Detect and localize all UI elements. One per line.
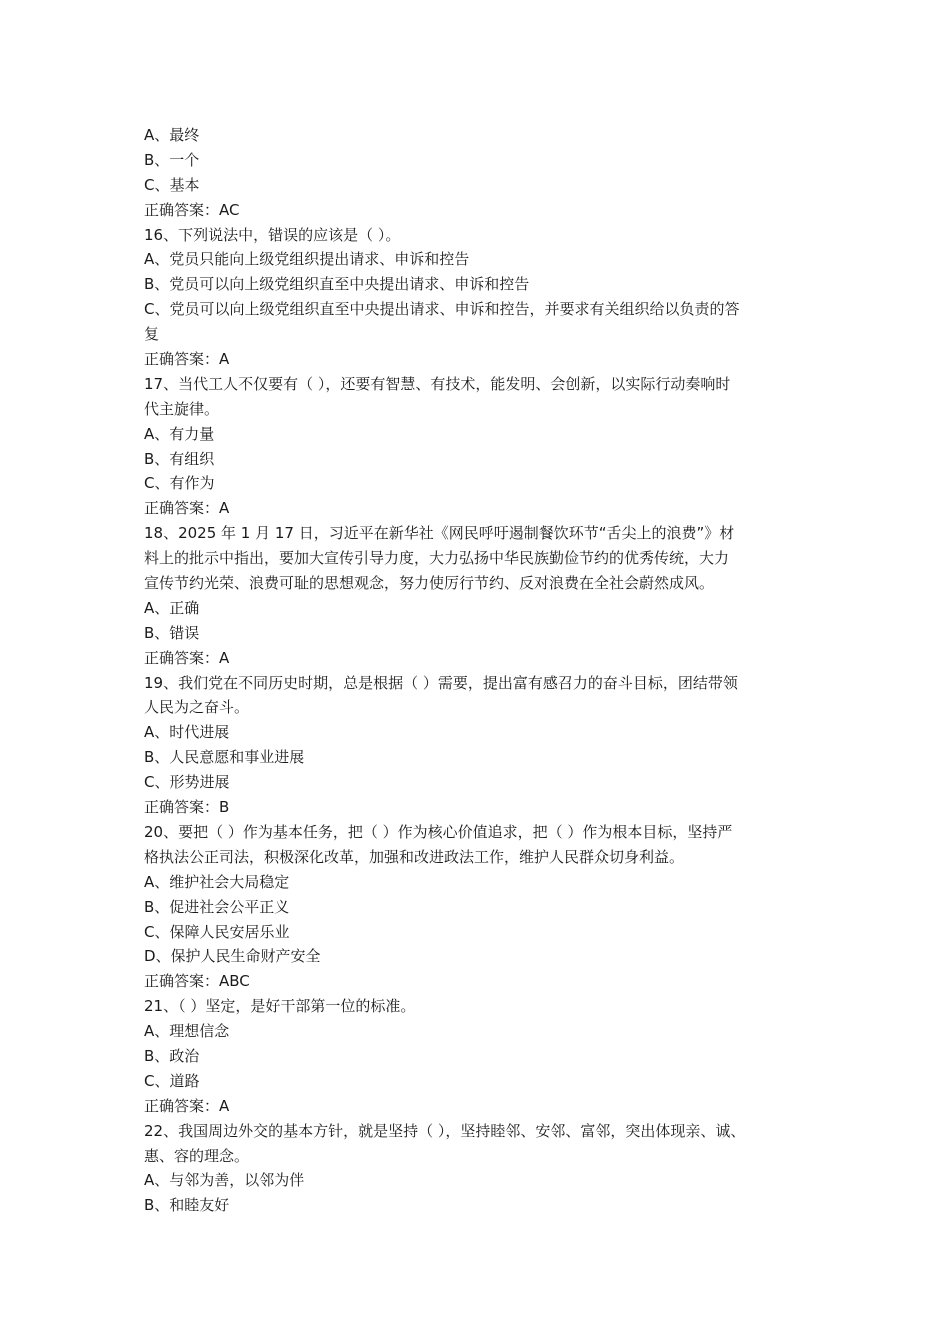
option-line: C、保障人民安居乐业 — [144, 922, 290, 941]
option-line: A、正确 — [144, 598, 200, 617]
question-line: 19、我们党在不同历史时期，总是根据（ ）需要，提出富有感召力的奋斗目标，团结带领 — [144, 673, 738, 692]
option-line: B、错误 — [144, 623, 200, 642]
option-line: B、人民意愿和事业进展 — [144, 748, 305, 767]
question-line: 22、我国周边外交的基本方针，就是坚持（ ），坚持睦邻、安邻、富邻，突出体现亲、诚、 — [144, 1121, 746, 1140]
answer-line: 正确答案：A — [144, 648, 230, 667]
question-line: 17、当代工人不仅要有（ ），还要有智慧、有技术，能发明、会创新，以实际行动奏响时 — [144, 374, 731, 393]
option-line: B、和睦友好 — [144, 1196, 230, 1215]
answer-line: 正确答案：A — [144, 1096, 230, 1115]
question-line: 18、2025 年 1 月 17 日，习近平在新华社《网民呼吁遏制餐饮环节“舌尖上的浪费”》材 — [144, 524, 735, 543]
question-line: 宣传节约光荣、浪费可耻的思想观念，努力使厉行节约、反对浪费在全社会蔚然成风。 — [144, 574, 715, 593]
option-line: B、促进社会公平正义 — [144, 897, 290, 916]
question-line: 格执法公正司法，积极深化改革，加强和改进政法工作，维护人民群众切身利益。 — [144, 847, 685, 866]
answer-line: 正确答案：A — [144, 499, 230, 518]
option-line: A、有力量 — [144, 424, 215, 443]
option-line: C、基本 — [144, 175, 200, 194]
question-line: 料上的批示中指出，要加大宣传引导力度，大力弘扬中华民族勤俭节约的优秀传统，大力 — [144, 549, 730, 568]
document-page — [144, 123, 816, 1218]
option-line: 复 — [144, 325, 160, 344]
option-line: C、形势进展 — [144, 773, 230, 792]
option-line: C、道路 — [144, 1071, 200, 1090]
option-line: B、党员可以向上级党组织直至中央提出请求、申诉和控告 — [144, 275, 530, 294]
question-line: 21、（ ）坚定，是好干部第一位的标准。 — [144, 997, 416, 1016]
option-line: A、时代进展 — [144, 723, 230, 742]
answer-line: 正确答案：A — [144, 350, 230, 369]
question-line: 16、下列说法中，错误的应该是（ ）。 — [144, 225, 401, 244]
option-line: D、保护人民生命财产安全 — [144, 947, 321, 966]
option-line: C、党员可以向上级党组织直至中央提出请求、申诉和控告，并要求有关组织给以负责的答 — [144, 300, 740, 319]
question-line: 人民为之奋斗。 — [144, 698, 250, 717]
question-line: 20、要把（ ）作为基本任务，把（ ）作为核心价值追求，把（ ）作为根本目标，坚持严 — [144, 822, 733, 841]
option-line: A、维护社会大局稳定 — [144, 872, 290, 891]
option-line: A、党员只能向上级党组织提出请求、申诉和控告 — [144, 250, 470, 269]
option-line: B、政治 — [144, 1046, 200, 1065]
option-line: A、与邻为善，以邻为伴 — [144, 1171, 305, 1190]
question-line: 惠、容的理念。 — [144, 1146, 250, 1165]
answer-line: 正确答案：AC — [144, 200, 240, 219]
answer-line: 正确答案：B — [144, 798, 230, 817]
option-line: A、理想信念 — [144, 1022, 230, 1041]
option-line: B、有组织 — [144, 449, 215, 468]
answer-line: 正确答案：ABC — [144, 972, 250, 991]
question-line: 代主旋律。 — [144, 399, 220, 418]
option-line: A、最终 — [144, 126, 200, 144]
option-line: B、一个 — [144, 150, 200, 169]
option-line: C、有作为 — [144, 474, 215, 493]
